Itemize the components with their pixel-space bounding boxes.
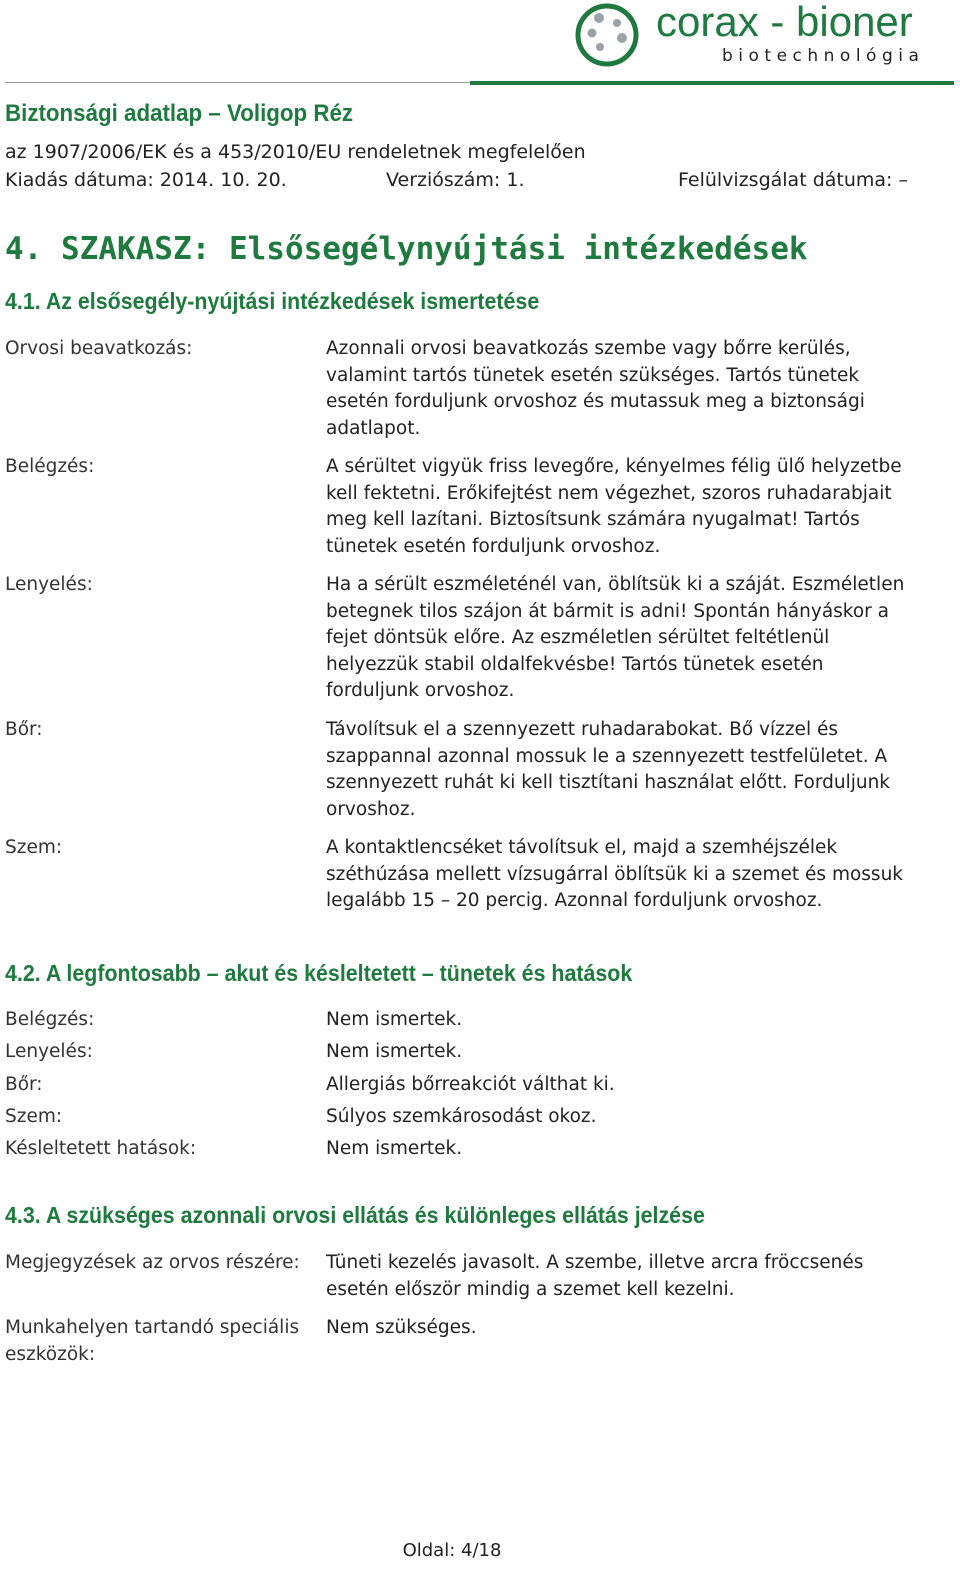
row-text: Távolítsuk el a szennyezett ruhadarabokat. Bő vízzel és szappannal azonnal mossuk le a szennyezett testfelületet. A szennyezett ruhát ki kell tisztítani használat előtt. Forduljunk orvoshoz. bbox=[326, 719, 891, 820]
row-label: Szem: bbox=[5, 837, 63, 858]
review-date: Felülvizsgálat dátuma: – bbox=[678, 169, 908, 191]
row-text: Nem ismertek. bbox=[326, 1009, 463, 1030]
row-text: A kontaktlencséket távolítsuk el, majd a szemhéjszélek széthúzása mellett vízsugárral öblítsük ki a szemet és mossuk legalább 15 – 20 percig. Azonnal forduljunk orvoshoz. bbox=[326, 837, 904, 911]
regulation-line: az 1907/2006/EK és a 453/2010/EU rendeletnek megfelelően bbox=[5, 141, 586, 163]
section-title: 4. SZAKASZ: Elsősegélynyújtási intézkedések bbox=[5, 231, 808, 267]
row-label: Lenyelés: bbox=[5, 574, 93, 595]
row-label: Bőr: bbox=[5, 719, 43, 740]
row-text: Azonnali orvosi beavatkozás szembe vagy bőrre kerülés, valamint tartós tünetek esetén szükséges. Tartós tünetek esetén forduljunk orvoshoz és mutassuk meg a biztonsági adatlapot. bbox=[326, 338, 865, 439]
page-number: Oldal: 4/18 bbox=[402, 1540, 502, 1561]
row-text: Tüneti kezelés javasolt. A szembe, illetve arcra fröccsenés esetén először mindig a szemet kell kezelni. bbox=[326, 1252, 864, 1300]
row-label: Szem: bbox=[5, 1106, 63, 1127]
row-text: A sérültet vigyük friss levegőre, kényelmes félig ülő helyzetbe kell fektetni. Erőkifejtést nem végezhet, szoros ruhadarabjait meg kell lazítani. Biztosítsunk számára nyugalmat! Tartós tünetek esetén forduljunk orvoshoz. bbox=[326, 456, 902, 557]
document-title: Biztonsági adatlap – Voligop Réz bbox=[5, 100, 354, 127]
corax-bioner-logo-icon bbox=[574, 2, 640, 68]
version-number: Verziószám: 1. bbox=[386, 169, 525, 191]
row-text: Allergiás bőrreakciót válthat ki. bbox=[326, 1074, 615, 1095]
row-text: Nem ismertek. bbox=[326, 1138, 463, 1159]
row-label: Lenyelés: bbox=[5, 1041, 93, 1062]
row-text: Nem ismertek. bbox=[326, 1041, 463, 1062]
subsection-4-1-title: 4.1. Az elsősegély-nyújtási intézkedések ismertetése bbox=[5, 288, 540, 314]
subsection-4-2-title: 4.2. A legfontosabb – akut és késleltetett – tünetek és hatások bbox=[5, 960, 633, 986]
row-label: Késleltetett hatások: bbox=[5, 1138, 197, 1159]
row-text: Ha a sérült eszméleténél van, öblítsük ki a száját. Eszméletlen betegnek tilos szájon át bármit is adni! Spontán hányáskor a fejet döntsük előre. Az eszméletlen sérültet feltétlenül helyezzük stabil oldalfekvésbe! Tartós tünetek esetén forduljunk orvoshoz. bbox=[326, 574, 905, 701]
issue-date: Kiadás dátuma: 2014. 10. 20. bbox=[5, 169, 287, 191]
row-text: Nem szükséges. bbox=[326, 1317, 477, 1338]
row-label: Belégzés: bbox=[5, 456, 95, 477]
row-text: Súlyos szemkárosodást okoz. bbox=[326, 1106, 597, 1127]
logo-wordmark: corax - bioner bbox=[656, 0, 913, 45]
company-logo bbox=[574, 0, 925, 74]
row-label: Belégzés: bbox=[5, 1009, 95, 1030]
document-meta-line bbox=[5, 169, 908, 191]
row-label: Orvosi beavatkozás: bbox=[5, 338, 193, 359]
row-label: Bőr: bbox=[5, 1074, 43, 1095]
subsection-4-3-title: 4.3. A szükséges azonnali orvosi ellátás és különleges ellátás jelzése bbox=[5, 1202, 705, 1228]
row-label: Munkahelyen tartandó speciális eszközök: bbox=[5, 1317, 300, 1365]
header-accent-rule bbox=[470, 81, 954, 85]
header-rule bbox=[5, 82, 475, 83]
row-label: Megjegyzések az orvos részére: bbox=[5, 1252, 300, 1273]
logo-tagline: biotechnológia bbox=[722, 46, 925, 66]
